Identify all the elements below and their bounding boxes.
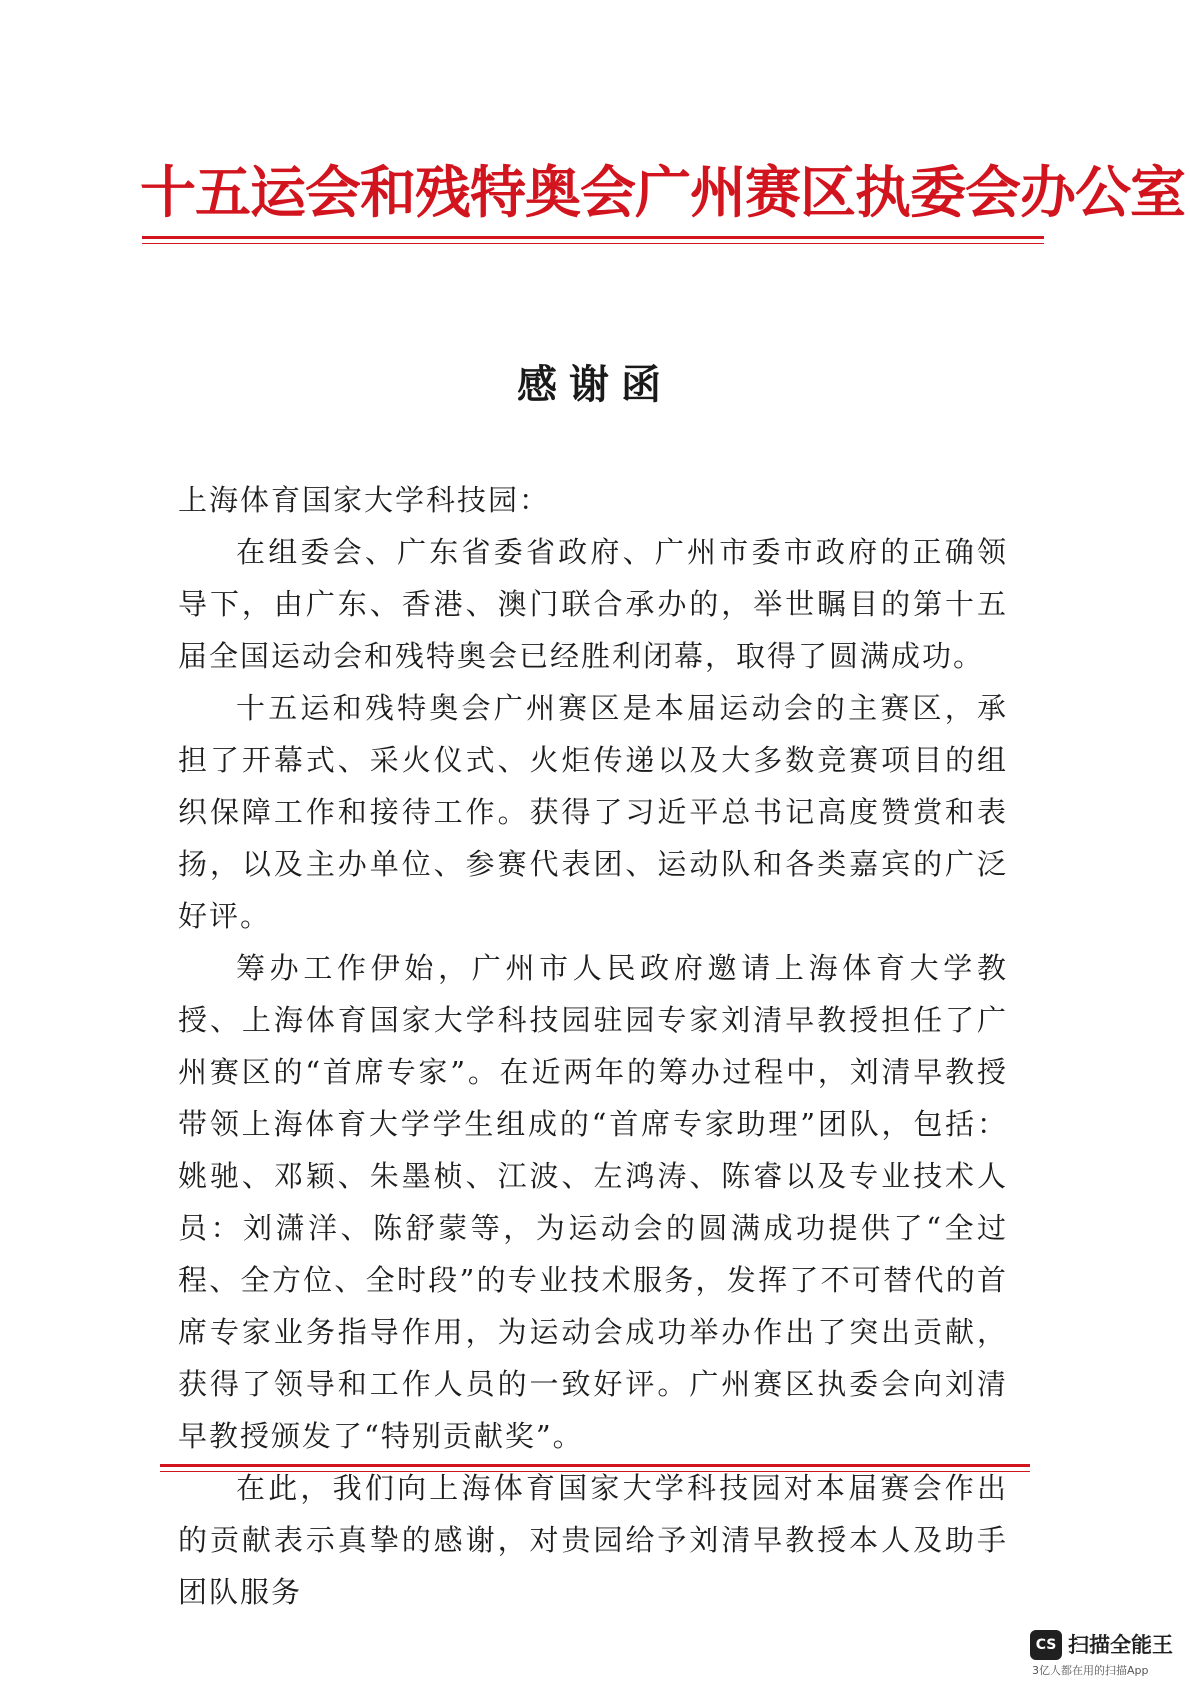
paragraph-3: 筹办工作伊始，广州市人民政府邀请上海体育大学教授、上海体育国家大学科技园驻园专家刘清早教授担任了广州赛区的“首席专家”。在近两年的筹办过程中，刘清早教授带领上海体育大学学生组成的“首席专家助理”团队，包括：姚驰、邓颖、朱墨桢、江波、左鸿涛、陈睿以及专业技术人员：刘潇洋、陈舒蒙等，为运动会的圆满成功提供了“全过程、全方位、全时段”的专业技术服务，发挥了不可替代的首席专家业务指导作用，为运动会成功举办作出了突出贡献，获得了领导和工作人员的一致好评。广州赛区执委会向刘清早教授颁发了“特别贡献奖”。: [178, 951, 1008, 1453]
watermark-app-name: 扫描全能王: [1068, 1633, 1173, 1657]
paragraph-2: 十五运和残特奥会广州赛区是本届运动会的主赛区，承担了开幕式、采火仪式、火炬传递以及大多数竞赛项目的组织保障工作和接待工作。获得了习近平总书记高度赞赏和表扬，以及主办单位、参赛代表团、运动队和各类嘉宾的广泛好评。: [178, 691, 1008, 933]
letterhead-title: 十五运会和残特奥会广州赛区执委会办公室: [140, 160, 1185, 226]
letterhead-divider: [142, 236, 1044, 239]
footer-divider-thin: [160, 1471, 1030, 1472]
watermark-tagline: 3亿人都在用的扫描App: [1032, 1664, 1149, 1677]
document-title: 感谢函: [517, 361, 673, 408]
scanner-watermark: [1030, 1628, 1178, 1680]
salutation: 上海体育国家大学科技园：: [178, 483, 551, 517]
camscanner-logo-icon: CS: [1030, 1630, 1062, 1660]
paragraph-4: 在此，我们向上海体育国家大学科技园对本届赛会作出的贡献表示真挚的感谢，对贵园给予刘清早教授本人及助手团队服务: [178, 1471, 1008, 1609]
paragraph-1: 在组委会、广东省委省政府、广州市委市政府的正确领导下，由广东、香港、澳门联合承办的，举世瞩目的第十五届全国运动会和残特奥会已经胜利闭幕，取得了圆满成功。: [178, 535, 1008, 673]
letter-body: [178, 474, 1008, 1618]
letterhead-divider-thin: [142, 243, 1044, 244]
footer-divider: [160, 1464, 1030, 1467]
